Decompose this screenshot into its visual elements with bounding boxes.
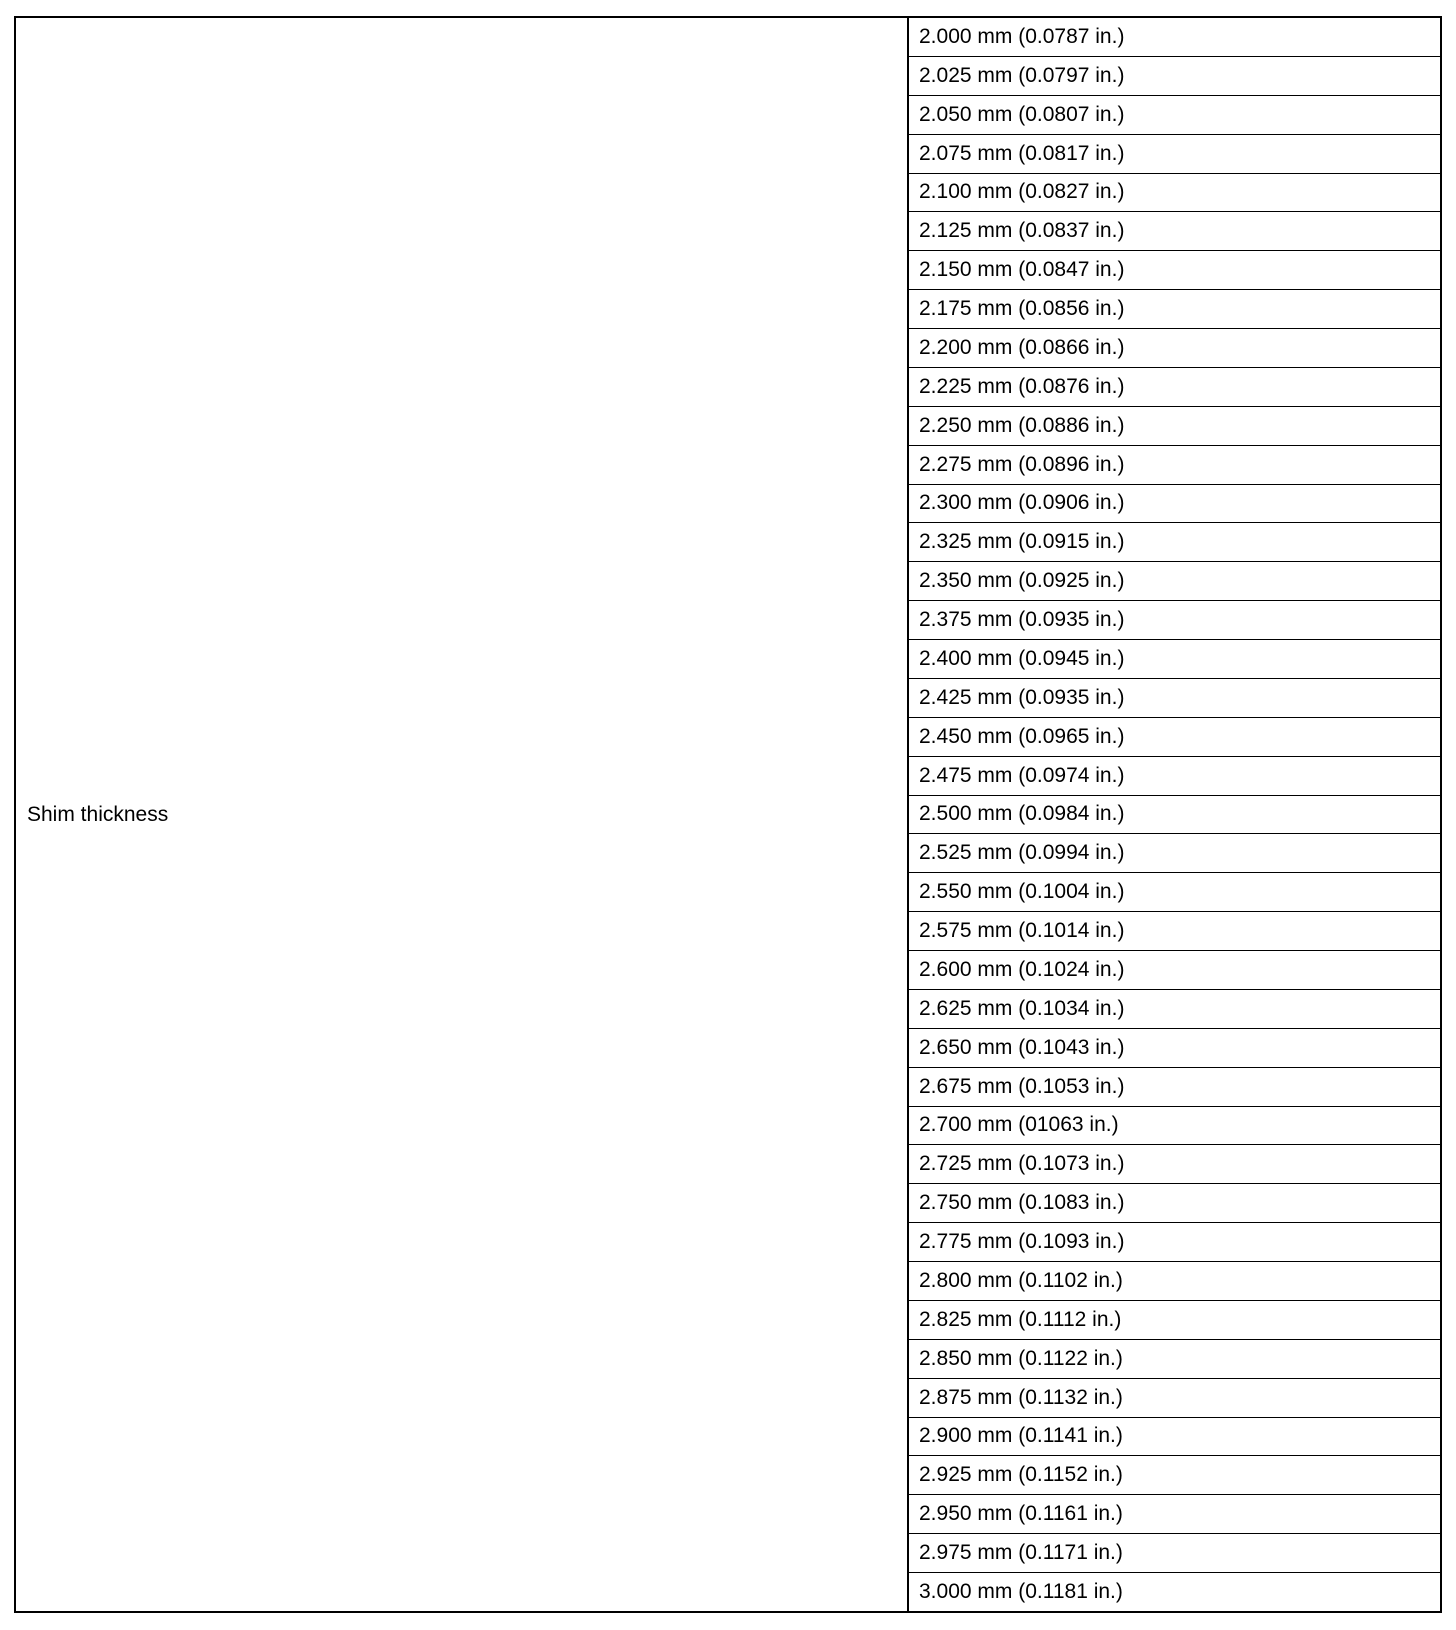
table-row [909, 601, 1440, 640]
shim-thickness-value: 2.925 mm (0.1152 in.) [919, 1463, 1123, 1487]
shim-thickness-value: 2.825 mm (0.1112 in.) [919, 1307, 1122, 1331]
shim-thickness-value: 3.000 mm (0.1181 in.) [919, 1579, 1123, 1603]
shim-thickness-value: 2.175 mm (0.0856 in.) [919, 297, 1125, 321]
shim-thickness-value: 2.550 mm (0.1004 in.) [919, 880, 1125, 904]
shim-thickness-value: 2.400 mm (0.0945 in.) [919, 646, 1125, 670]
shim-thickness-value: 2.150 mm (0.0847 in.) [919, 258, 1125, 282]
shim-thickness-value: 2.000 mm (0.0787 in.) [919, 24, 1125, 48]
table-row [909, 873, 1440, 912]
table-row [909, 96, 1440, 135]
shim-thickness-value: 2.650 mm (0.1043 in.) [919, 1035, 1125, 1059]
table-row [909, 1534, 1440, 1573]
table-row [909, 640, 1440, 679]
table-row [909, 718, 1440, 757]
shim-thickness-value: 2.850 mm (0.1122 in.) [919, 1346, 1123, 1370]
table-row [909, 1184, 1440, 1223]
table-row [909, 757, 1440, 796]
table-row [909, 951, 1440, 990]
shim-thickness-value: 2.875 mm (0.1132 in.) [919, 1385, 1123, 1409]
table-row [909, 135, 1440, 174]
shim-thickness-value: 2.900 mm (0.1141 in.) [919, 1424, 1123, 1448]
shim-thickness-value: 2.975 mm (0.1171 in.) [919, 1541, 1123, 1565]
shim-thickness-value: 2.050 mm (0.0807 in.) [919, 102, 1125, 126]
shim-thickness-value: 2.625 mm (0.1034 in.) [919, 996, 1125, 1020]
table-row [909, 1107, 1440, 1146]
shim-thickness-value: 2.950 mm (0.1161 in.) [919, 1502, 1123, 1526]
shim-thickness-value: 2.325 mm (0.0915 in.) [919, 530, 1125, 554]
table-row [909, 796, 1440, 835]
shim-thickness-value: 2.025 mm (0.0797 in.) [919, 63, 1125, 87]
shim-thickness-value: 2.250 mm (0.0886 in.) [919, 413, 1125, 437]
table-row [909, 1418, 1440, 1457]
table-row [909, 212, 1440, 251]
table-row [909, 1456, 1440, 1495]
shim-thickness-value: 2.350 mm (0.0925 in.) [919, 569, 1125, 593]
shim-thickness-value: 2.525 mm (0.0994 in.) [919, 841, 1125, 865]
values-column [909, 18, 1440, 1611]
table-label-cell [16, 18, 909, 1611]
shim-thickness-table [14, 16, 1442, 1613]
shim-thickness-value: 2.125 mm (0.0837 in.) [919, 219, 1125, 243]
table-row [909, 485, 1440, 524]
shim-thickness-value: 2.300 mm (0.0906 in.) [919, 491, 1125, 515]
shim-thickness-value: 2.275 mm (0.0896 in.) [919, 452, 1125, 476]
shim-thickness-value: 2.725 mm (0.1073 in.) [919, 1152, 1125, 1176]
table-row [909, 1301, 1440, 1340]
shim-thickness-value: 2.500 mm (0.0984 in.) [919, 802, 1125, 826]
table-row [909, 1262, 1440, 1301]
table-row [909, 562, 1440, 601]
shim-thickness-value: 2.575 mm (0.1014 in.) [919, 919, 1125, 943]
shim-thickness-value: 2.700 mm (01063 in.) [919, 1113, 1119, 1137]
table-row [909, 407, 1440, 446]
table-row [909, 1495, 1440, 1534]
shim-thickness-value: 2.800 mm (0.1102 in.) [919, 1268, 1123, 1292]
shim-thickness-value: 2.600 mm (0.1024 in.) [919, 957, 1125, 981]
shim-thickness-value: 2.075 mm (0.0817 in.) [919, 141, 1125, 165]
shim-thickness-value: 2.375 mm (0.0935 in.) [919, 608, 1125, 632]
table-row [909, 1068, 1440, 1107]
table-row [909, 1029, 1440, 1068]
table-row [909, 1145, 1440, 1184]
table-row [909, 1573, 1440, 1611]
table-row [909, 912, 1440, 951]
shim-thickness-value: 2.200 mm (0.0866 in.) [919, 335, 1125, 359]
table-row [909, 834, 1440, 873]
table-row [909, 329, 1440, 368]
table-row [909, 57, 1440, 96]
table-row [909, 446, 1440, 485]
table-row [909, 1340, 1440, 1379]
shim-thickness-value: 2.775 mm (0.1093 in.) [919, 1230, 1125, 1254]
table-row [909, 174, 1440, 213]
table-row [909, 18, 1440, 57]
table-row [909, 523, 1440, 562]
table-row [909, 679, 1440, 718]
shim-thickness-value: 2.450 mm (0.0965 in.) [919, 724, 1125, 748]
shim-thickness-label: Shim thickness [27, 802, 169, 826]
table-row [909, 1379, 1440, 1418]
shim-thickness-value: 2.425 mm (0.0935 in.) [919, 685, 1125, 709]
shim-thickness-value: 2.675 mm (0.1053 in.) [919, 1074, 1125, 1098]
shim-thickness-value: 2.475 mm (0.0974 in.) [919, 763, 1125, 787]
shim-thickness-value: 2.225 mm (0.0876 in.) [919, 374, 1125, 398]
table-row [909, 368, 1440, 407]
shim-thickness-value: 2.100 mm (0.0827 in.) [919, 180, 1125, 204]
table-row [909, 1223, 1440, 1262]
table-row [909, 290, 1440, 329]
table-row [909, 251, 1440, 290]
shim-thickness-value: 2.750 mm (0.1083 in.) [919, 1191, 1125, 1215]
table-row [909, 990, 1440, 1029]
